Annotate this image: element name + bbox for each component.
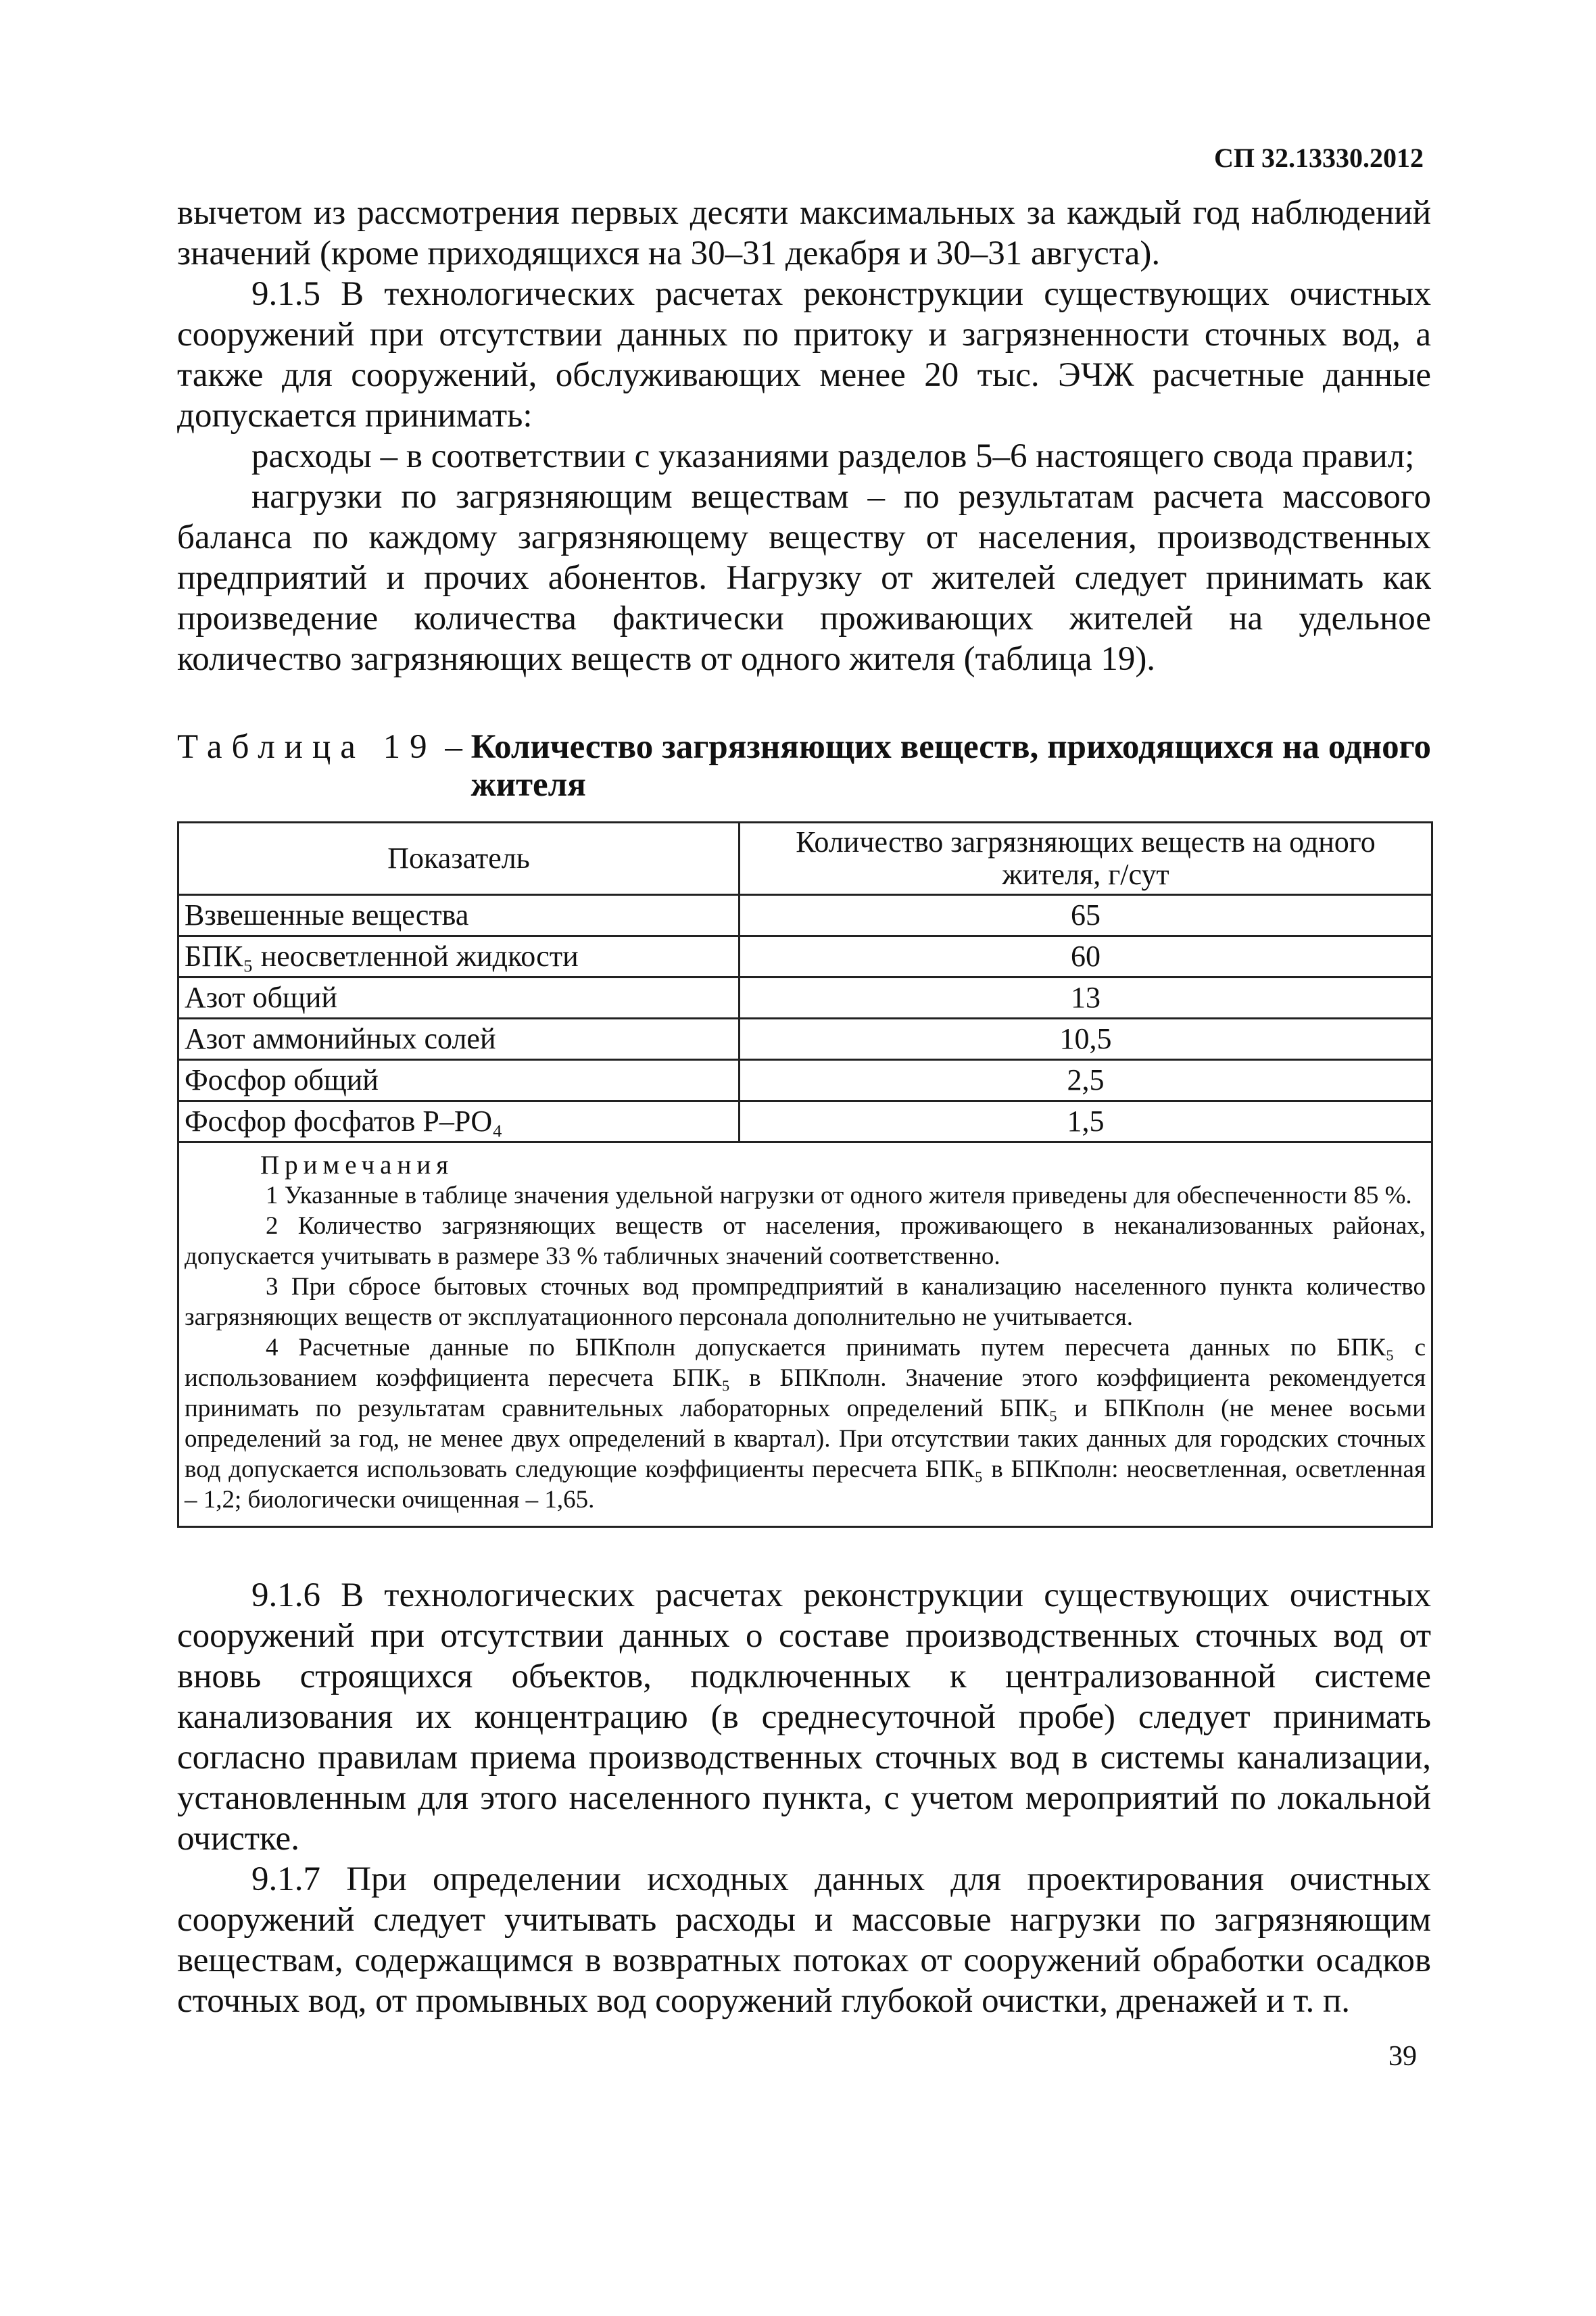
- row-indicator: Азот аммонийных солей: [178, 1019, 740, 1060]
- column-header-indicator: Показатель: [178, 823, 740, 895]
- page-number: 39: [1388, 2041, 1417, 2072]
- section-9-1-5: [177, 193, 1431, 679]
- document-code: СП 32.13330.2012: [1214, 143, 1424, 173]
- row-indicator: БПК₅ неосветленной жидкости: [178, 936, 740, 978]
- table-row: [178, 1060, 1432, 1101]
- section-9-1-6-7: [177, 1575, 1431, 2021]
- table-row: [178, 895, 1432, 936]
- page-content: [177, 193, 1431, 2021]
- row-value: 13: [740, 978, 1432, 1019]
- column-header-amount: Количество загрязняющих веществ на одного жителя, г/сут: [740, 823, 1432, 895]
- paragraph-continuation: вычетом из рассмотрения первых десяти максимальных за каждый год наблюдений значений (кроме приходящихся на 30–31 декабря и 30–31 августа).: [177, 194, 1431, 272]
- row-indicator: Взвешенные вещества: [178, 895, 740, 936]
- table-row: [178, 936, 1432, 978]
- row-value: 1,5: [740, 1101, 1432, 1142]
- paragraph-9-1-6: 9.1.6 В технологических расчетах реконструкции существующих очистных сооружений при отсутствии данных о составе производственных сточных вод от вновь строящихся объектов, подключенных к централизованной системе канализования их концентрацию (в среднесуточной пробе) следует принимать согласно правилам приема производственных сточных вод в системы канализации, установленным для этого населенного пункта, с учетом мероприятий по локальной очистке.: [177, 1576, 1431, 1858]
- table-row: [178, 978, 1432, 1019]
- table-row: [178, 1019, 1432, 1060]
- table-caption-title: Количество загрязняющих веществ, приходящихся на одного жителя: [470, 728, 1431, 804]
- paragraph-9-1-7: 9.1.7 При определении исходных данных для проектирования очистных сооружений следует учитывать расходы и массовые нагрузки по загрязняющим веществам, содержащимся в возвратных потоках от сооружений обработки осадков сточных вод, от промывных вод сооружений глубокой очистки, дренажей и т. п.: [177, 1860, 1431, 2020]
- paragraph-9-1-5: 9.1.5 В технологических расчетах реконструкции существующих очистных сооружений при отсутствии данных по притоку и загрязненности сточных вод, а также для сооружений, обслуживающих менее 20 тыс. ЭЧЖ расчетные данные допускается принимать:: [177, 275, 1431, 435]
- row-value: 65: [740, 895, 1432, 936]
- notes-title: Примечания: [260, 1151, 454, 1180]
- note-4: 4 Расчетные данные по БПКполн допускается принимать путем пересчета данных по БПК₅ с использованием коэффициента пересчета БПК₅ в БПКполн. Значение этого коэффициента рекомендуется принимать по результатам сравнительных лабораторных определений БПК₅ и БПКполн (не менее восьми определений за год, не менее двух определений в квартал). При отсутствии таких данных для городских сточных вод допускается использовать следующие коэффициенты пересчета БПК₅ в БПКполн: неосветленная, осветленная – 1,2; биологически очищенная – 1,65.: [185, 1334, 1426, 1514]
- note-2: 2 Количество загрязняющих веществ от населения, проживающего в неканализованных районах, допускается учитывать в размере 33 % табличных значений соответственно.: [185, 1212, 1426, 1270]
- paragraph-flows: расходы – в соответствии с указаниями разделов 5–6 настоящего свода правил;: [251, 437, 1415, 475]
- note-3: 3 При сбросе бытовых сточных вод промпредприятий в канализацию населенного пункта количество загрязняющих веществ от эксплуатационного персонала дополнительно не учитывается.: [185, 1273, 1426, 1331]
- row-indicator: Фосфор фосфатов P–PO₄: [178, 1101, 740, 1142]
- pollutant-table: [177, 821, 1433, 1528]
- paragraph-loads: нагрузки по загрязняющим веществам – по результатам расчета массового баланса по каждому загрязняющему веществу от населения, производственных предприятий и прочих абонентов. Нагрузку от жителей следует принимать как произведение количества фактически проживающих жителей на удельное количество загрязняющих веществ от одного жителя (таблица 19).: [177, 478, 1431, 678]
- row-value: 10,5: [740, 1019, 1432, 1060]
- table-caption: [177, 728, 1431, 804]
- row-value: 60: [740, 936, 1432, 978]
- table-row: [178, 1101, 1432, 1142]
- note-1: 1 Указанные в таблице значения удельной нагрузки от одного жителя приведены для обеспеченности 85 %.: [266, 1182, 1412, 1209]
- row-value: 2,5: [740, 1060, 1432, 1101]
- table-header-row: [178, 823, 1432, 895]
- table-notes: [178, 1142, 1432, 1527]
- table-notes-row: [178, 1142, 1432, 1527]
- row-indicator: Азот общий: [178, 978, 740, 1019]
- row-indicator: Фосфор общий: [178, 1060, 740, 1101]
- table-caption-number: Таблица 19: [177, 728, 437, 766]
- table-caption-dash: –: [436, 728, 471, 766]
